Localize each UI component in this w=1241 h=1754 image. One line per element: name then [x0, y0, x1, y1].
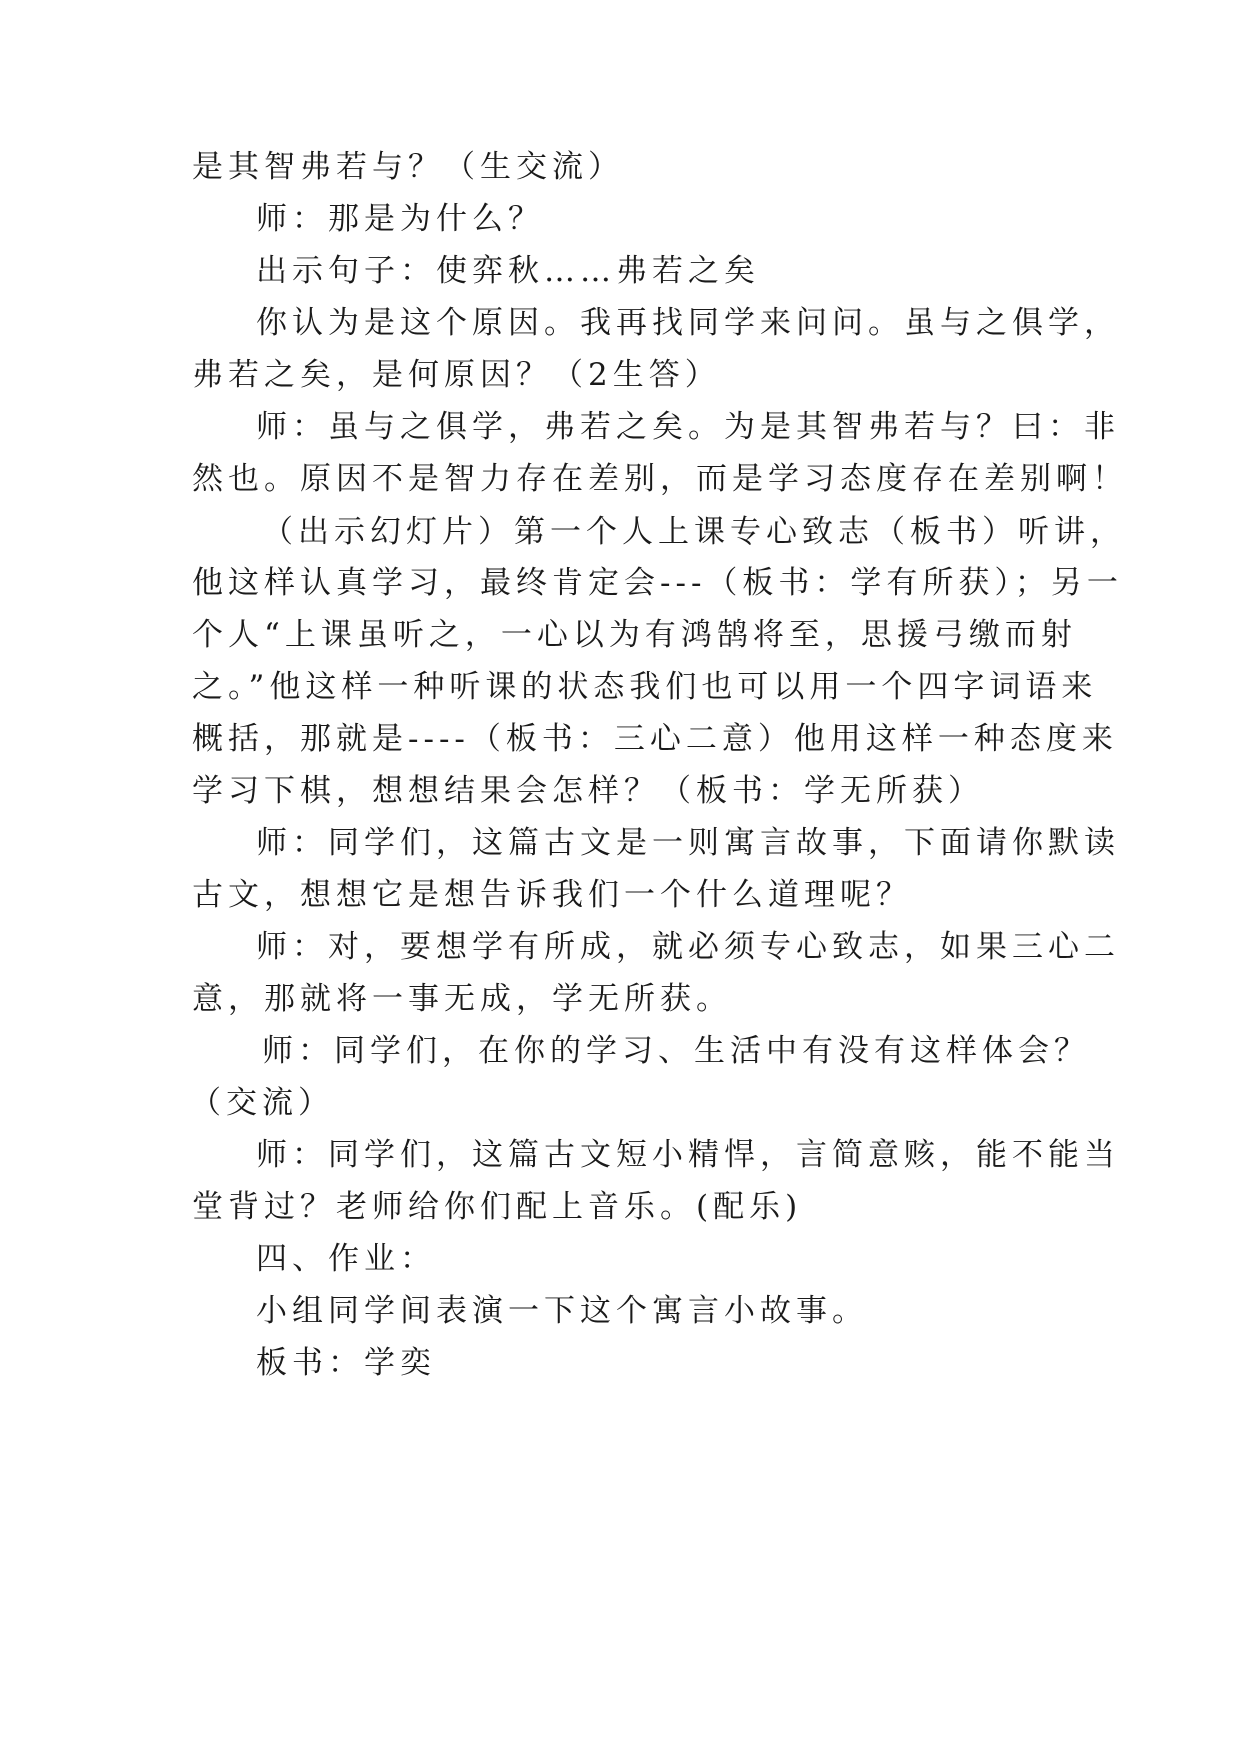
text-line: 师：对，要想学有所成，就必须专心致志，如果三心二: [256, 929, 1120, 965]
text-line: 然也。原因不是智力存在差别，而是学习态度存在差别啊！: [192, 461, 1128, 497]
text-line: 板书：学奕: [256, 1345, 436, 1381]
text-line: 弗若之矣，是何原因？（2生答）: [192, 357, 721, 393]
text-line: 师：那是为什么？: [256, 201, 544, 237]
text-line: 之。”他这样一种听课的状态我们也可以用一个四字词语来: [192, 669, 1098, 705]
text-line: 师：同学们，这篇古文是一则寓言故事，下面请你默读: [256, 825, 1120, 861]
text-line: 个人“上课虽听之，一心以为有鸿鹄将至，思援弓缴而射: [192, 617, 1077, 653]
text-line: 概括，那就是----（板书：三心二意）他用这样一种态度来: [192, 721, 1118, 757]
text-line: 他这样认真学习，最终肯定会---（板书：学有所获）；另一: [192, 565, 1123, 601]
text-line: 你认为是这个原因。我再找同学来问问。虽与之俱学，: [256, 305, 1120, 341]
text-line: 堂背过？老师给你们配上音乐。(配乐): [192, 1189, 803, 1225]
text-line: 是其智弗若与？（生交流）: [192, 149, 624, 185]
text-line: 小组同学间表演一下这个寓言小故事。: [256, 1293, 868, 1329]
text-line: 师：虽与之俱学，弗若之矣。为是其智弗若与？曰：非: [256, 409, 1120, 445]
text-line: 古文，想想它是想告诉我们一个什么道理呢？: [192, 877, 912, 913]
text-line: 意，那就将一事无成，学无所获。: [192, 981, 732, 1017]
text-line: （交流）: [190, 1085, 334, 1121]
text-line: （出示幻灯片）第一个人上课专心致志（板书）听讲，: [262, 514, 1126, 550]
text-line: 学习下棋，想想结果会怎样？（板书：学无所获）: [192, 773, 984, 809]
text-line: 师：同学们，这篇古文短小精悍，言简意赅，能不能当: [256, 1137, 1120, 1173]
text-line: 师：同学们，在你的学习、生活中有没有这样体会？: [262, 1033, 1090, 1069]
section-heading: 四、作业：: [256, 1241, 436, 1277]
text-line: 出示句子：使弈秋……弗若之矣: [256, 253, 760, 289]
